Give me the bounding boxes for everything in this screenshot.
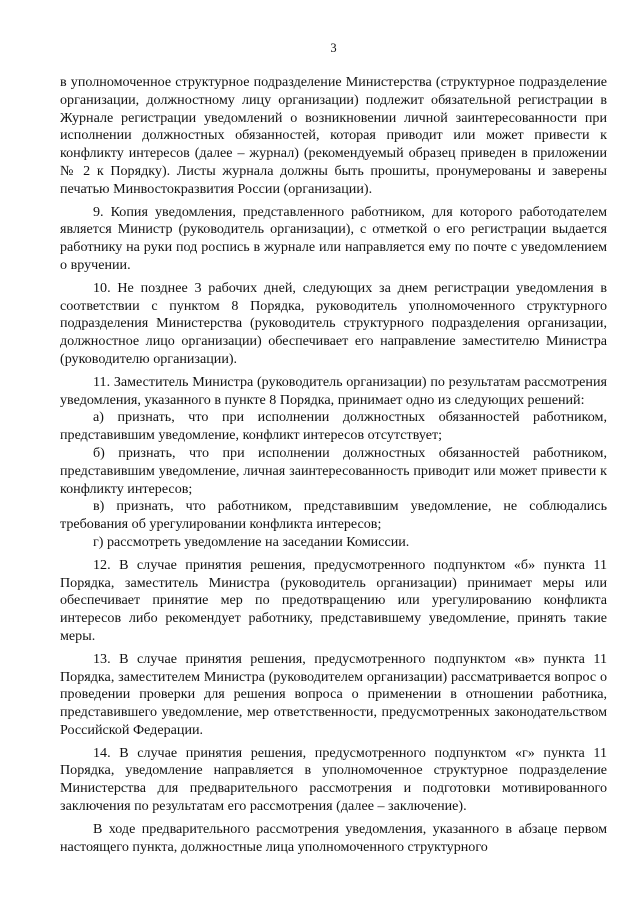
- paragraph-clause-11-option-a: а) признать, что при исполнении должностных обязанностей работником, представившим уведомление, конфликт интересов отсутствует;: [60, 409, 607, 444]
- paragraph-registration-continued: в уполномоченное структурное подразделение Министерства (структурное подразделение организации, должностному лицу организации) подлежит обязательной регистрации в Журнале регистрации уведомлений о возникновении личной заинтересованности при исполнении должностных обязанностей, которая приводит или может привести к конфликту интересов (далее – журнал) (рекомендуемый образец приведен в приложении № 2 к Порядку). Листы журнала должны быть прошиты, пронумерованы и заверены печатью Минвостокразвития России (организации).: [60, 74, 607, 197]
- paragraph-clause-11-option-g: г) рассмотреть уведомление на заседании Комиссии.: [93, 533, 410, 550]
- paragraph-clause-12: 12. В случае принятия решения, предусмотренного подпунктом «б» пункта 11 Порядка, заместитель Министра (руководитель организации) принимает меры или обеспечивает принятие мер по предотвращению или урегулированию конфликта интересов либо рекомендует работнику, представившему уведомление, принять такие меры.: [60, 556, 607, 644]
- paragraph-clause-14-preliminary-review: В ходе предварительного рассмотрения уведомления, указанного в абзаце первом настоящего пункта, должностные лица уполномоченного структурного: [60, 820, 607, 855]
- paragraph-clause-13: 13. В случае принятия решения, предусмотренного подпунктом «в» пункта 11 Порядка, заместителем Министра (руководителем организации) рассматривается вопрос о проведении проверки для решения вопроса о применении в отношении работника, представившего уведомление, мер ответственности, предусмотренных законодательством Российской Федерации.: [60, 650, 607, 738]
- paragraph-clause-10: 10. Не позднее 3 рабочих дней, следующих за днем регистрации уведомления в соответствии с пунктом 8 Порядка, руководитель уполномоченного структурного подразделения Министерства (руководитель структурного подразделения организации, должностное лицо организации) обеспечивает его направление заместителю Министра (руководителю организации).: [60, 279, 607, 367]
- page-number: 3: [330, 41, 337, 55]
- paragraph-clause-14: 14. В случае принятия решения, предусмотренного подпунктом «г» пункта 11 Порядка, уведомление направляется в уполномоченное структурное подразделение Министерства для предварительного рассмотрения и подготовки мотивированного заключения по результатам его рассмотрения (далее – заключение).: [60, 744, 607, 815]
- paragraph-clause-11: 11. Заместитель Министра (руководитель организации) по результатам рассмотрения уведомления, указанного в пункте 8 Порядка, принимает одно из следующих решений:: [60, 373, 607, 408]
- paragraph-clause-9: 9. Копия уведомления, представленного работником, для которого работодателем является Министр (руководитель организации), с отметкой о его регистрации выдается работнику на руки под роспись в журнале или направляется ему по почте с уведомлением о вручении.: [60, 203, 607, 273]
- paragraph-clause-11-option-b: б) признать, что при исполнении должностных обязанностей работником, представившим уведомление, личная заинтересованность приводит или может привести к конфликту интересов;: [60, 444, 607, 497]
- paragraph-clause-11-option-v: в) признать, что работником, представившим уведомление, не соблюдались требования об урегулировании конфликта интересов;: [60, 498, 607, 533]
